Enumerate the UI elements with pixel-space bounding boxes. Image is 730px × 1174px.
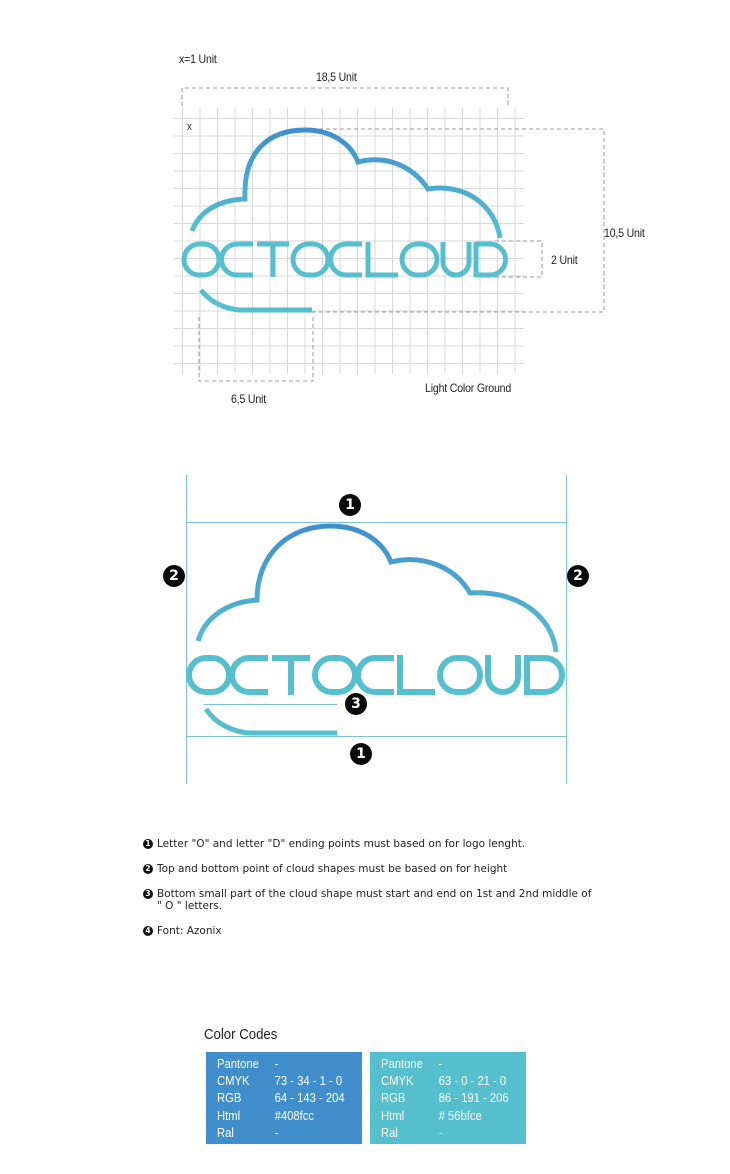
row-key: CMYK <box>217 1074 250 1089</box>
wordmark-octocloud-guide <box>189 655 562 695</box>
note-text: Top and bottom point of cloud shapes must be based on for height <box>157 863 508 875</box>
marker-left: 2 <box>163 565 185 587</box>
note-item <box>143 838 603 850</box>
swatch-row <box>217 1056 345 1073</box>
swatch-row <box>381 1125 509 1142</box>
note-item <box>143 925 603 937</box>
note-number-icon: 2 <box>143 864 153 874</box>
row-value: 63 - 0 - 21 - 0 <box>438 1074 507 1089</box>
note-item <box>143 863 603 875</box>
row-value: - <box>274 1057 279 1071</box>
row-key: Html <box>381 1108 405 1123</box>
grid-cell-label: x <box>187 121 192 133</box>
row-value: - <box>274 1125 279 1140</box>
note-number-icon: 4 <box>143 926 153 936</box>
swatch-row <box>381 1090 509 1107</box>
color-codes-title: Color Codes <box>204 1026 278 1043</box>
row-value: # 56bfce <box>438 1108 482 1123</box>
bottom-arc-label: 6,5 Unit <box>231 392 266 406</box>
row-key: Pantone <box>217 1057 259 1071</box>
row-key: RGB <box>381 1091 406 1106</box>
row-value: 64 - 143 - 204 <box>274 1091 345 1106</box>
height-label: 10,5 Unit <box>604 226 645 240</box>
note-item <box>143 888 597 912</box>
swatch-secondary-teal <box>370 1052 526 1144</box>
unit-legend: x=1 Unit <box>179 52 217 66</box>
note-number-icon: 1 <box>143 839 153 849</box>
ground-label: Light Color Ground <box>425 381 512 395</box>
swatch-row <box>217 1090 345 1107</box>
marker-right: 2 <box>567 565 589 587</box>
row-value: 86 - 191 - 206 <box>438 1091 509 1106</box>
text-height-label: 2 Unit <box>551 253 578 267</box>
guideline-notes <box>143 838 603 950</box>
swatch-row <box>381 1056 509 1073</box>
swatch-row <box>381 1073 509 1090</box>
row-value: - <box>438 1057 443 1071</box>
row-key: RGB <box>217 1091 242 1106</box>
row-value: 73 - 34 - 1 - 0 <box>274 1074 343 1089</box>
swatch-row <box>217 1073 345 1090</box>
swatch-row <box>217 1108 345 1125</box>
note-text: Letter "O" and letter "D" ending points must based on for logo lenght. <box>157 838 526 850</box>
row-value: #408fcc <box>274 1108 315 1123</box>
row-key: CMYK <box>381 1074 414 1089</box>
swatch-row <box>381 1108 509 1125</box>
note-number-icon: 3 <box>143 889 153 899</box>
swatch-row <box>217 1125 345 1142</box>
swatch-primary-blue <box>206 1052 362 1144</box>
row-key: Pantone <box>381 1057 423 1071</box>
note-text: Bottom small part of the cloud shape must start and end on 1st and 2nd middle of " O " letters. <box>157 888 592 912</box>
marker-top: 1 <box>339 494 361 516</box>
marker-bottom: 1 <box>350 743 372 765</box>
row-value: - <box>438 1125 443 1140</box>
marker-middle: 3 <box>345 693 367 715</box>
row-key: Ral <box>217 1125 234 1140</box>
row-key: Ral <box>381 1125 398 1140</box>
width-label: 18,5 Unit <box>316 70 357 84</box>
row-key: Html <box>217 1108 241 1123</box>
note-text: Font: Azonix <box>157 925 222 937</box>
